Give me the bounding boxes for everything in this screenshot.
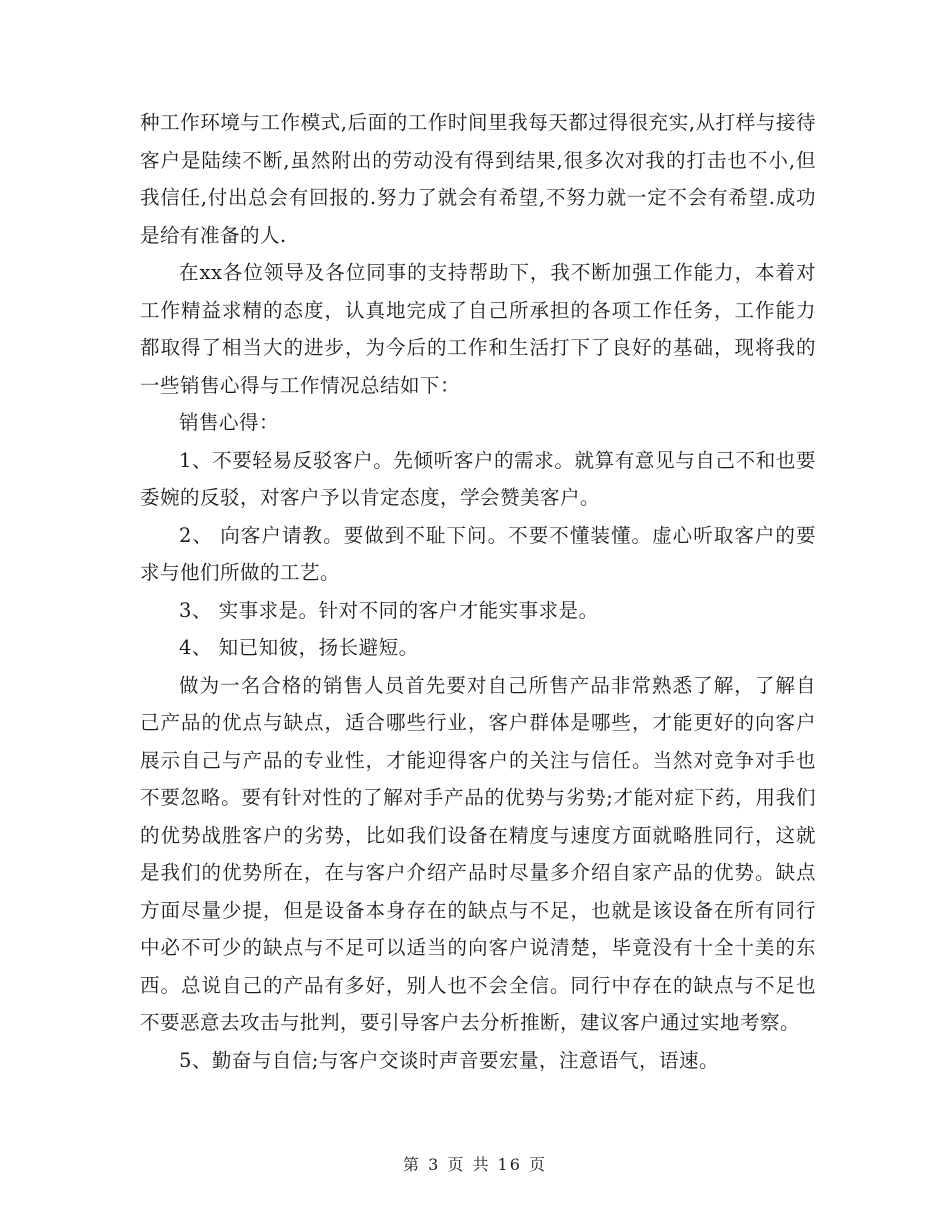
- paragraph-product-knowledge: 做为一名合格的销售人员首先要对自己所售产品非常熟悉了解，了解自己产品的优点与缺点，适合哪些行业，客户群体是哪些，才能更好的向客户展示自己与产品的专业性，才能迎得客户的关注与信任。当然对竞争对手也不要忽略。要有针对性的了解对手产品的优势与劣势;才能对症下药，用我们的优势战胜客户的劣势，比如我们设备在精度与速度方面就略胜同行，这就是我们的优势所在，在与客户介绍产品时尽量多介绍自家产品的优势。缺点方面尽量少提，但是设备本身存在的缺点与不足，也就是该设备在所有同行中必不可少的缺点与不足可以适当的向客户说清楚，毕竟没有十全十美的东西。总说自己的产品有多好，别人也不会全信。同行中存在的缺点与不足也不要恶意去攻击与批判，要引导客户去分析推断，建议客户通过实地考察。: [140, 673, 816, 1034]
- section-heading-sales-insights: 销售心得：: [179, 411, 280, 434]
- list-item-5: 5、勤奋与自信;与客户交谈时声音要宏量，注意语气，语速。: [179, 1048, 719, 1072]
- list-item-4: 4、 知已知彼，扬长避短。: [179, 636, 419, 659]
- page-number-footer: 第 3 页 共 16 页: [403, 1155, 547, 1174]
- document-body: [140, 104, 816, 1079]
- list-item-2: 2、 向客户请教。要做到不耻下问。不要不懂装懂。虚心听取客户的要求与他们所做的工艺。: [140, 523, 816, 584]
- paragraph-continuation: 种工作环境与工作模式,后面的工作时间里我每天都过得很充实,从打样与接待客户是陆续不断,虽然附出的劳动没有得到结果,很多次对我的打击也不小,但我信任,付出总会有回报的.努力了就会有希望,不努力就一定不会有希望.成功是给有准备的人.: [140, 111, 816, 247]
- list-item-1: 1、不要轻易反驳客户。先倾听客户的需求。就算有意见与自己不和也要委婉的反驳，对客户予以肯定态度，学会赞美客户。: [140, 448, 816, 509]
- list-item-3: 3、 实事求是。针对不同的客户才能实事求是。: [179, 598, 599, 622]
- paragraph-intro: 在xx各位领导及各位同事的支持帮助下，我不断加强工作能力，本着对工作精益求精的态度，认真地完成了自己所承担的各项工作任务，工作能力都取得了相当大的进步，为今后的工作和生活打下了良好的基础，现将我的一些销售心得与工作情况总结如下：: [140, 261, 816, 397]
